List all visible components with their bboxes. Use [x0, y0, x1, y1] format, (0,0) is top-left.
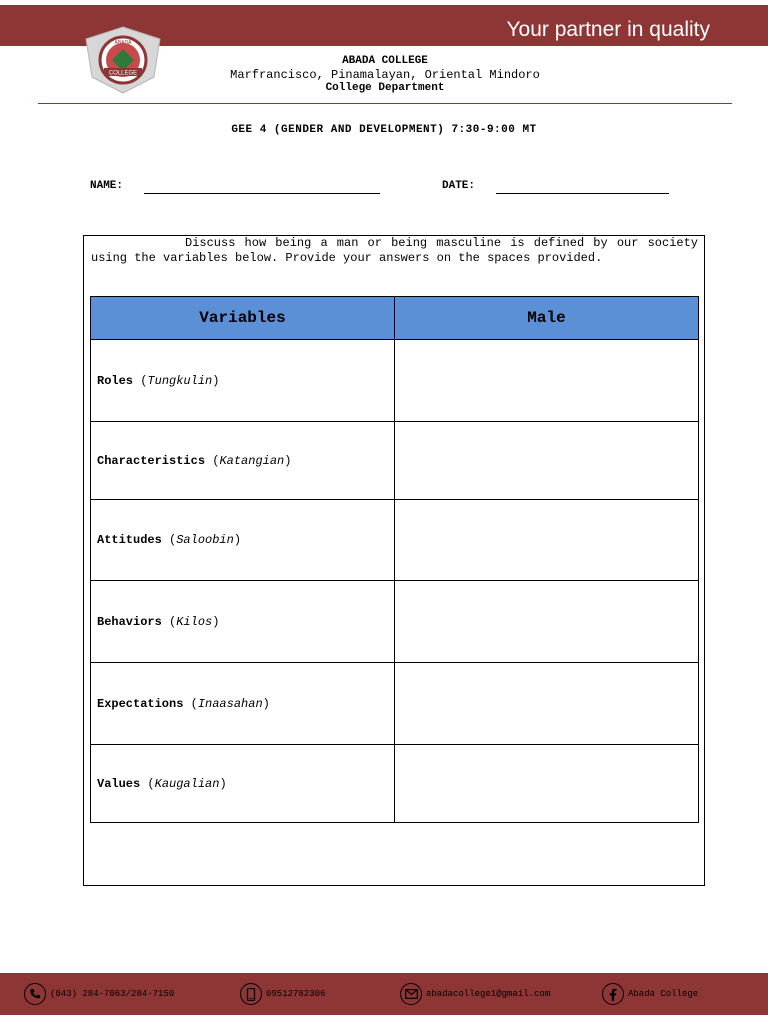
college-name: ABADA COLLEGE	[342, 55, 428, 67]
date-label: DATE:	[442, 180, 476, 192]
header-divider	[38, 103, 732, 104]
variable-name: Roles	[97, 373, 134, 388]
variable-cell: Roles (Tungkulin)	[91, 340, 395, 422]
instructions: Discuss how being a man or being masculine is defined by our society using the variables below. Provide your answers on the spaces provided.	[91, 236, 698, 265]
variable-local: Saloobin	[176, 533, 234, 547]
variable-name: Behaviors	[97, 614, 162, 629]
contact-email	[400, 983, 550, 1005]
mail-icon	[400, 983, 422, 1005]
logo-banner-text: COLLEGE	[108, 70, 138, 77]
name-field[interactable]	[144, 193, 380, 194]
table-row	[91, 500, 699, 581]
variables-table	[90, 296, 699, 823]
facebook-icon	[602, 983, 624, 1005]
variable-cell: Expectations (Inaasahan)	[91, 663, 395, 745]
variable-local: Tungkulin	[147, 373, 213, 388]
variable-local: Katangian	[219, 453, 285, 468]
variable-name: Attitudes	[97, 533, 162, 547]
course-title: GEE 4 (GENDER AND DEVELOPMENT) 7:30-9:00 MT	[231, 124, 537, 136]
answer-cell[interactable]	[395, 581, 699, 663]
college-address: Marfrancisco, Pinamalayan, Oriental Mindoro	[230, 68, 540, 82]
mobile-number: 09512782306	[266, 989, 326, 999]
header-male: Male	[395, 297, 699, 340]
college-logo	[82, 25, 164, 95]
variable-name: Values	[97, 776, 141, 791]
college-header	[160, 55, 610, 95]
variable-name: Characteristics	[97, 453, 206, 468]
contact-phone	[24, 983, 174, 1005]
phone-number: (043) 284-7063/284-7150	[50, 989, 175, 999]
phone-icon	[24, 983, 46, 1005]
contact-facebook	[602, 983, 698, 1005]
table-row	[91, 745, 699, 823]
answer-cell[interactable]	[395, 745, 699, 823]
answer-cell[interactable]	[395, 422, 699, 500]
variable-cell: Attitudes (Saloobin)	[91, 500, 395, 581]
variable-cell: Values (Kaugalian)	[91, 745, 395, 823]
logo-top-text: ABADA	[114, 40, 132, 46]
answer-cell[interactable]	[395, 663, 699, 745]
contact-mobile	[240, 983, 325, 1005]
email-address: abadacollege1@gmail.com	[426, 989, 551, 999]
variable-local: Inaasahan	[197, 696, 263, 711]
table-row	[91, 422, 699, 500]
facebook-page: Abada College	[628, 989, 699, 999]
variable-name: Expectations	[97, 696, 184, 711]
variable-local: Kilos	[176, 614, 213, 629]
table-row	[91, 663, 699, 745]
table-row	[91, 340, 699, 422]
mobile-icon	[240, 983, 262, 1005]
variable-local: Kaugalian	[154, 776, 220, 791]
date-field[interactable]	[496, 193, 669, 194]
answer-cell[interactable]	[395, 340, 699, 422]
variable-cell: Characteristics (Katangian)	[91, 422, 395, 500]
answer-cell[interactable]	[395, 500, 699, 581]
tagline: Your partner in quality	[506, 18, 710, 41]
college-department: College Department	[325, 82, 445, 94]
name-label: NAME:	[90, 180, 124, 192]
header-variables: Variables	[91, 297, 395, 340]
table-row	[91, 581, 699, 663]
variable-cell: Behaviors (Kilos)	[91, 581, 395, 663]
footer-bar	[0, 973, 768, 1015]
